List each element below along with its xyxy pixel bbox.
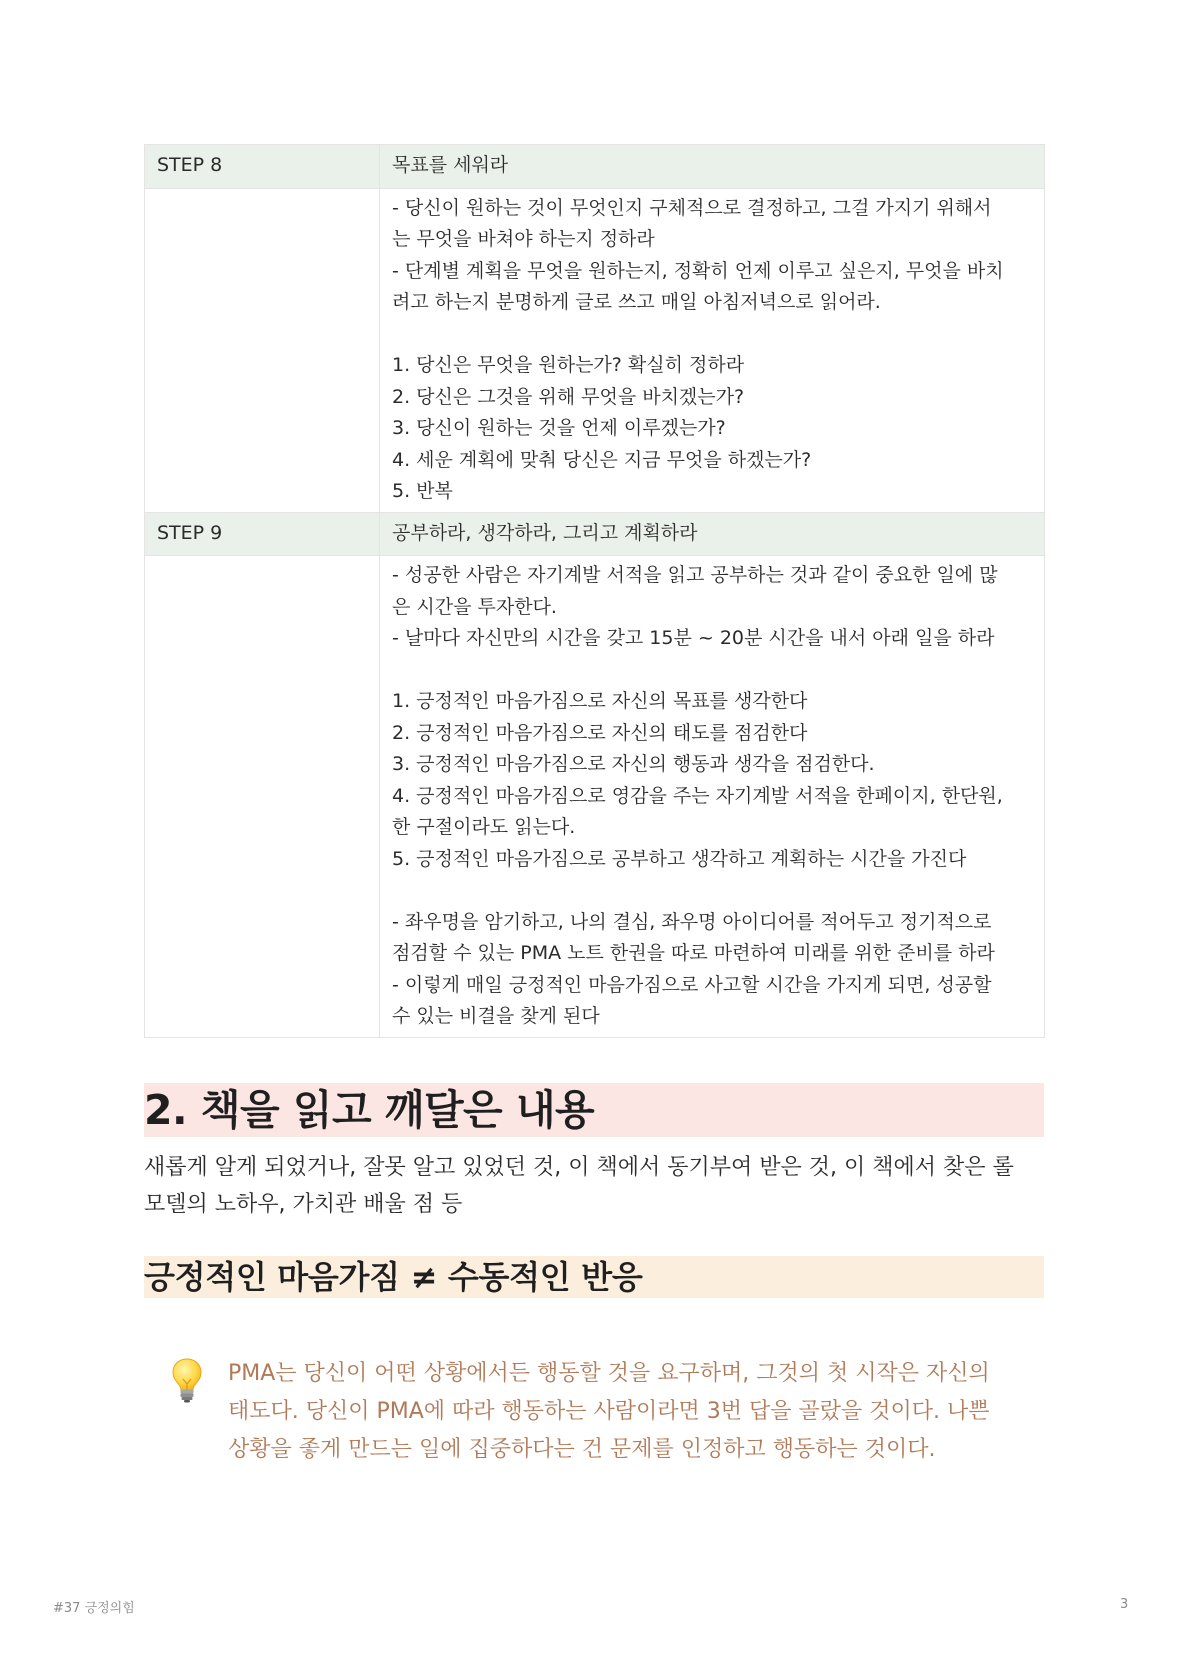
body-line: 4. 세운 계획에 맞춰 당신은 지금 무엇을 하겠는가? xyxy=(392,448,812,471)
paragraph-line: 새롭게 알게 되었거나, 잘못 알고 있었던 것, 이 책에서 동기부여 받은 것, 이 책에서 찾은 롤 xyxy=(144,1155,1014,1180)
body-line: 려고 하는지 분명하게 글로 쓰고 매일 아침저녁으로 읽어라. xyxy=(392,291,881,313)
callout-text xyxy=(228,1355,1058,1469)
step-label: STEP 8 xyxy=(145,145,380,189)
body-line: 점검할 수 있는 PMA 노트 한권을 따로 마련하여 미래를 위한 준비를 하라 xyxy=(392,942,995,964)
body-line: 1. 긍정적인 마음가짐으로 자신의 목표를 생각한다 xyxy=(392,690,808,712)
callout-line: PMA는 당신이 어떤 상황에서든 행동할 것을 요구하며, 그것의 첫 시작은 자신의 xyxy=(228,1361,990,1386)
empty-cell xyxy=(145,556,380,1038)
section-paragraph xyxy=(144,1149,1054,1223)
body-line: 은 시간을 투자한다. xyxy=(392,595,557,618)
table-row-step8-header xyxy=(145,145,1045,189)
empty-cell xyxy=(145,188,380,512)
body-line: 수 있는 비결을 찾게 된다 xyxy=(392,1005,600,1027)
body-line: - 당신이 원하는 것이 무엇인지 구체적으로 결정하고, 그걸 가지기 위해서 xyxy=(392,196,992,219)
section-heading: 2. 책을 읽고 깨달은 내용 xyxy=(144,1083,1044,1137)
body-line: 2. 당신은 그것을 위해 무엇을 바치겠는가? xyxy=(392,385,745,408)
step-body xyxy=(380,556,1045,1038)
body-line: - 성공한 사람은 자기계발 서적을 읽고 공부하는 것과 같이 중요한 일에 많 xyxy=(392,564,998,586)
lightbulb-icon xyxy=(170,1357,204,1403)
body-line: - 좌우명을 암기하고, 나의 결심, 좌우명 아이디어를 적어두고 정기적으로 xyxy=(392,910,992,933)
steps-table xyxy=(144,144,1045,1038)
step-title: 목표를 세워라 xyxy=(380,145,1045,189)
step-label: STEP 9 xyxy=(145,512,380,556)
body-line: 1. 당신은 무엇을 원하는가? 확실히 정하라 xyxy=(392,354,745,376)
subheading: 긍정적인 마음가짐 ≠ 수동적인 반응 xyxy=(144,1256,1044,1298)
body-line: - 단계별 계획을 무엇을 원하는지, 정확히 언제 이루고 싶은지, 무엇을 바치 xyxy=(392,259,1004,282)
body-line: 4. 긍정적인 마음가짐으로 영감을 주는 자기계발 서적을 한페이지, 한단원, xyxy=(392,784,1003,807)
body-line: - 날마다 자신만의 시간을 갖고 15분 ~ 20분 시간을 내서 아래 일을 하라 xyxy=(392,627,995,649)
table-row-step9-header xyxy=(145,512,1045,556)
body-line: 5. 반복 xyxy=(392,480,453,502)
body-line: - 이렇게 매일 긍정적인 마음가짐으로 사고할 시간을 가지게 되면, 성공할 xyxy=(392,973,992,996)
body-line: 3. 당신이 원하는 것을 언제 이루겠는가? xyxy=(392,417,726,439)
blank-line xyxy=(392,655,1032,687)
body-line: 3. 긍정적인 마음가짐으로 자신의 행동과 생각을 점검한다. xyxy=(392,753,875,775)
table-row-step9-body xyxy=(145,556,1045,1038)
step-body xyxy=(380,188,1045,512)
body-line: 5. 긍정적인 마음가짐으로 공부하고 생각하고 계획하는 시간을 가진다 xyxy=(392,847,967,870)
blank-line xyxy=(392,319,1032,351)
page-number: 3 xyxy=(1120,1597,1129,1612)
body-line: 한 구절이라도 읽는다. xyxy=(392,816,576,838)
paragraph-line: 모델의 노하우, 가치관 배울 점 등 xyxy=(144,1192,463,1217)
callout-line: 태도다. 당신이 PMA에 따라 행동하는 사람이라면 3번 답을 골랐을 것이다. 나쁜 xyxy=(228,1399,990,1424)
step-title: 공부하라, 생각하라, 그리고 계획하라 xyxy=(380,512,1045,556)
callout-line: 상황을 좋게 만드는 일에 집중하다는 건 문제를 인정하고 행동하는 것이다. xyxy=(228,1437,936,1462)
body-line: 2. 긍정적인 마음가짐으로 자신의 태도를 점검한다 xyxy=(392,721,808,744)
blank-line xyxy=(392,875,1032,907)
table-row-step8-body xyxy=(145,188,1045,512)
body-line: 는 무엇을 바쳐야 하는지 정하라 xyxy=(392,228,655,250)
footer-title: #37 긍정의힘 xyxy=(53,1601,135,1616)
